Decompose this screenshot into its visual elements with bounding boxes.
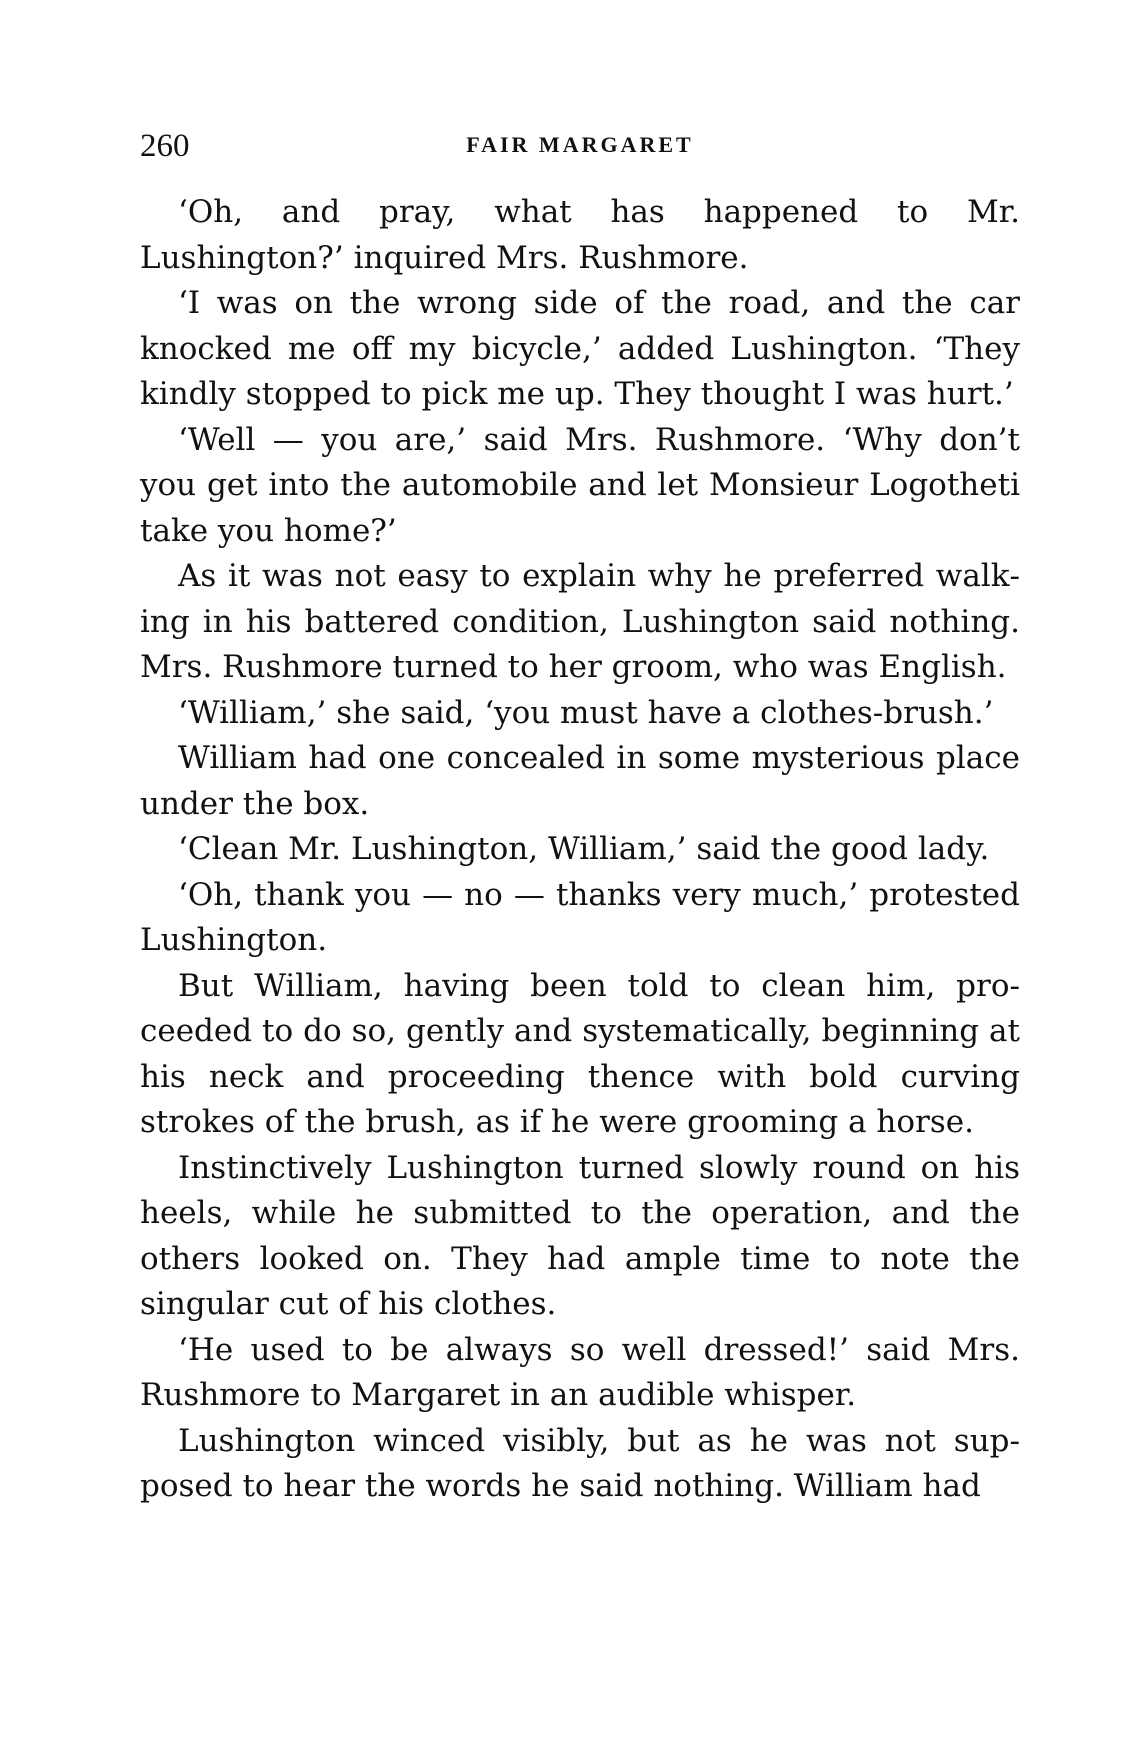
running-title: FAIR MARGARET	[466, 132, 694, 157]
paragraph: ‘Oh, and pray, what has happened to Mr. Lushington?’ inquired Mrs. Rushmore.	[140, 194, 1020, 276]
paragraph: ‘I was on the wrong side of the road, and the car knocked me off my bicycle,’ added Lushington. ‘They kindly stopped to pick me up. They thought I was hurt.’	[140, 285, 1020, 412]
paragraph: William had one concealed in some mysterious place under the box.	[140, 740, 1020, 822]
page-header	[140, 128, 1020, 168]
paragraph: Instinctively Lushington turned slowly round on his heels, while he submitted to the operation, and the others looked on. They had ample time to note the singular cut of his clothes.	[140, 1149, 1020, 1322]
paragraph: But William, having been told to clean him, proceeded to do so, gently and systematically, beginning at his neck and proceeding thence with bold curving strokes of the brush, as if he were grooming a horse.	[140, 967, 1020, 1140]
paragraph: ‘William,’ she said, ‘you must have a clothes-brush.’	[178, 694, 994, 731]
paragraph: Lushington winced visibly, but as he was not supposed to hear the words he said nothing. William had	[140, 1422, 1020, 1504]
paragraph: ‘Clean Mr. Lushington, William,’ said the good lady.	[178, 831, 990, 867]
paragraph: As it was not easy to explain why he preferred walking in his battered condition, Lushington said nothing. Mrs. Rushmore turned to her groom, who was English.	[140, 558, 1020, 685]
paragraph: ‘He used to be always so well dressed!’ said Mrs. Rushmore to Margaret in an audible whisper.	[140, 1331, 1020, 1413]
paragraph: ‘Well — you are,’ said Mrs. Rushmore. ‘Why don’t you get into the automobile and let Monsieur Logotheti take you home?’	[140, 421, 1020, 549]
paragraph: ‘Oh, thank you — no — thanks very much,’ protested Lushington.	[140, 876, 1020, 958]
page-number: 260	[140, 128, 190, 164]
text-body	[140, 190, 1020, 1510]
